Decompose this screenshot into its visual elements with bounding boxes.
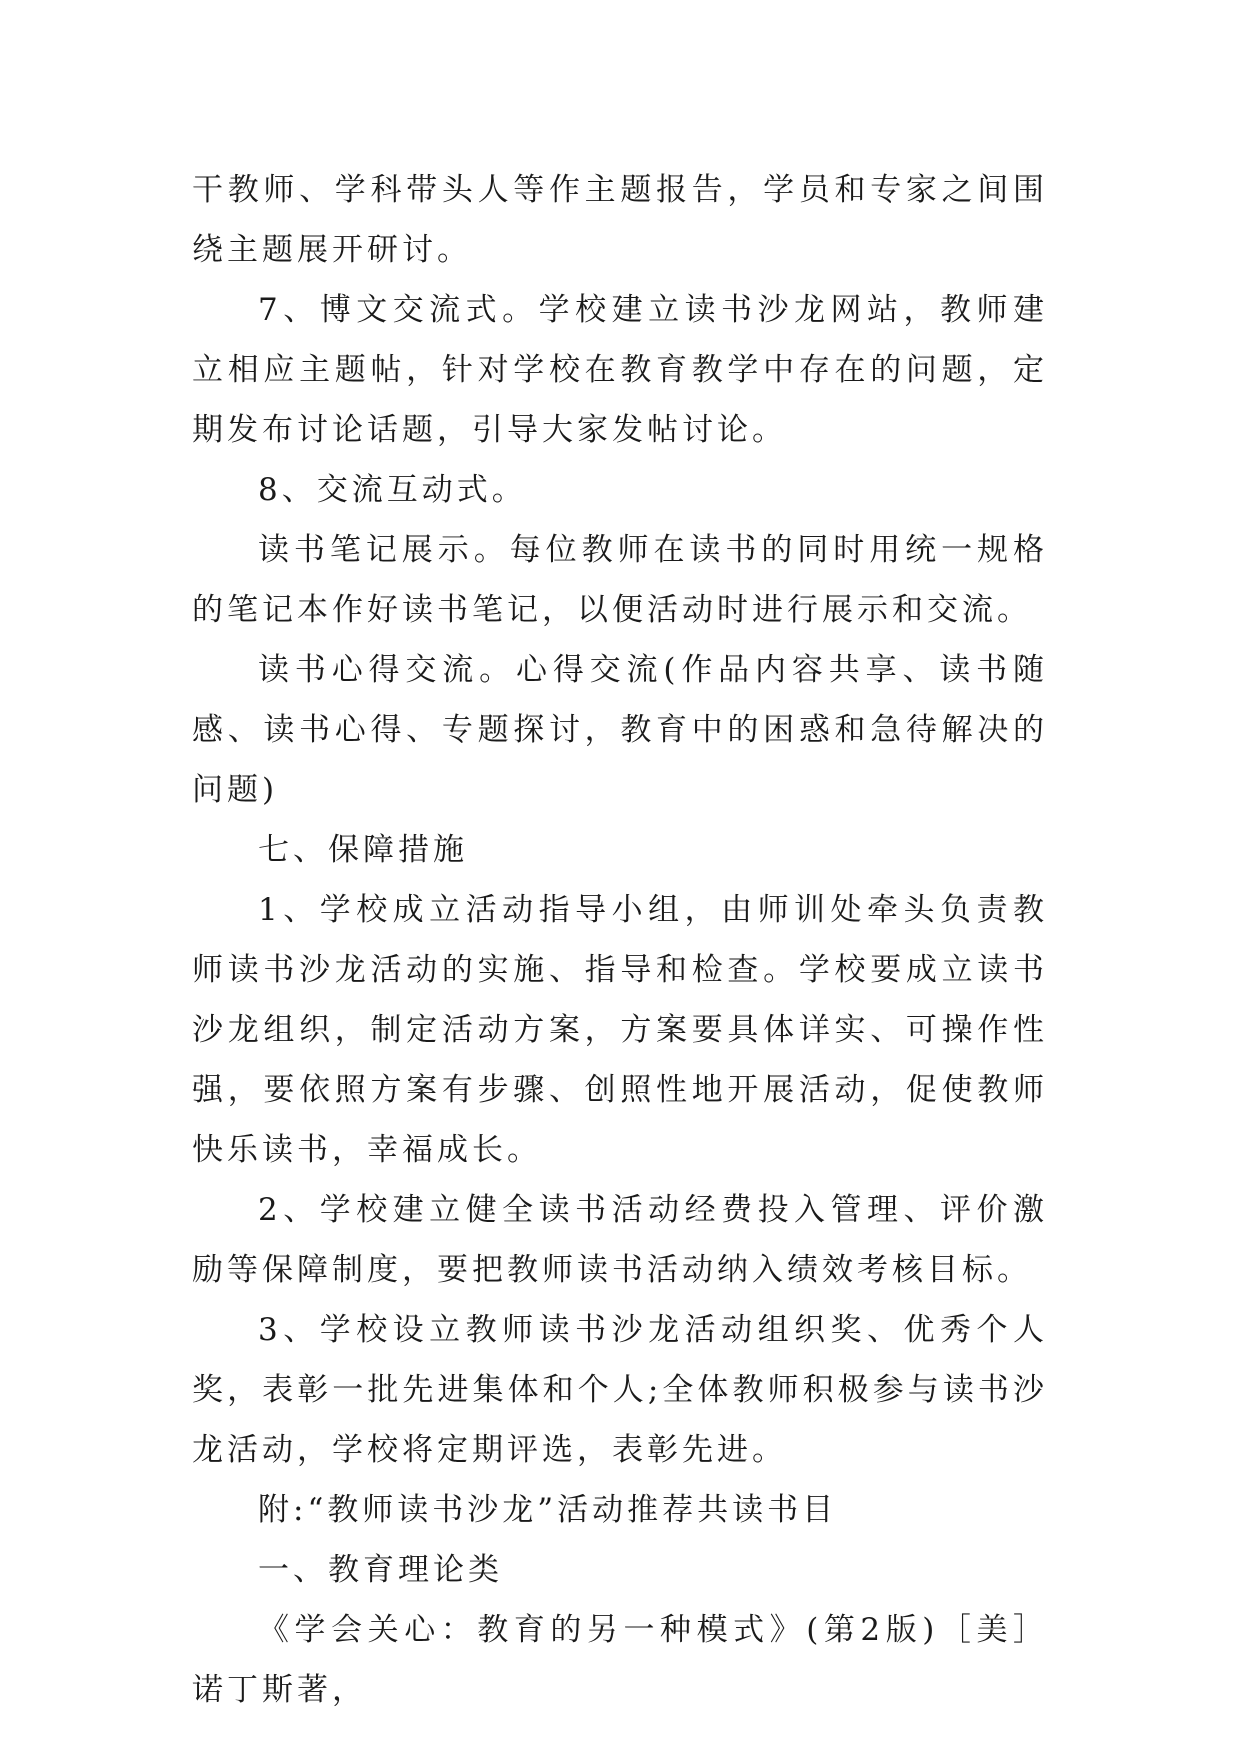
paragraph-item-8: 8、交流互动式。 [258, 472, 527, 508]
paragraph-item-7: 7、博文交流式。学校建立读书沙龙网站，教师建立相应主题帖，针对学校在教育教学中存在的问题，定期发布讨论话题，引导大家发帖讨论。 [192, 292, 1048, 448]
section-heading-theory: 一、教育理论类 [258, 1552, 503, 1588]
paragraph-reading-notes: 读书笔记展示。每位教师在读书的同时用统一规格的笔记本作好读书笔记，以便活动时进行展示和交流。 [192, 532, 1048, 628]
paragraph-measure-2: 2、学校建立健全读书活动经费投入管理、评价激励等保障制度，要把教师读书活动纳入绩效考核目标。 [192, 1192, 1048, 1288]
document-page [192, 160, 1048, 1720]
appendix-title: 附:“教师读书沙龙”活动推荐共读书目 [258, 1492, 838, 1528]
paragraph-measure-3: 3、学校设立教师读书沙龙活动组织奖、优秀个人奖，表彰一批先进集体和个人;全体教师积极参与读书沙龙活动，学校将定期评选，表彰先进。 [192, 1312, 1048, 1468]
section-heading-safeguards: 七、保障措施 [258, 832, 468, 868]
book-entry: 《学会关心：教育的另一种模式》(第2版)［美］诺丁斯著， [192, 1612, 1048, 1708]
paragraph-continuation: 干教师、学科带头人等作主题报告，学员和专家之间围绕主题展开研讨。 [192, 172, 1048, 268]
paragraph-measure-1: 1、学校成立活动指导小组，由师训处牵头负责教师读书沙龙活动的实施、指导和检查。学校要成立读书沙龙组织，制定活动方案，方案要具体详实、可操作性强，要依照方案有步骤、创照性地开展活动，促使教师快乐读书，幸福成长。 [192, 892, 1048, 1168]
paragraph-reading-exchange: 读书心得交流。心得交流(作品内容共享、读书随感、读书心得、专题探讨，教育中的困惑和急待解决的问题) [192, 652, 1048, 808]
